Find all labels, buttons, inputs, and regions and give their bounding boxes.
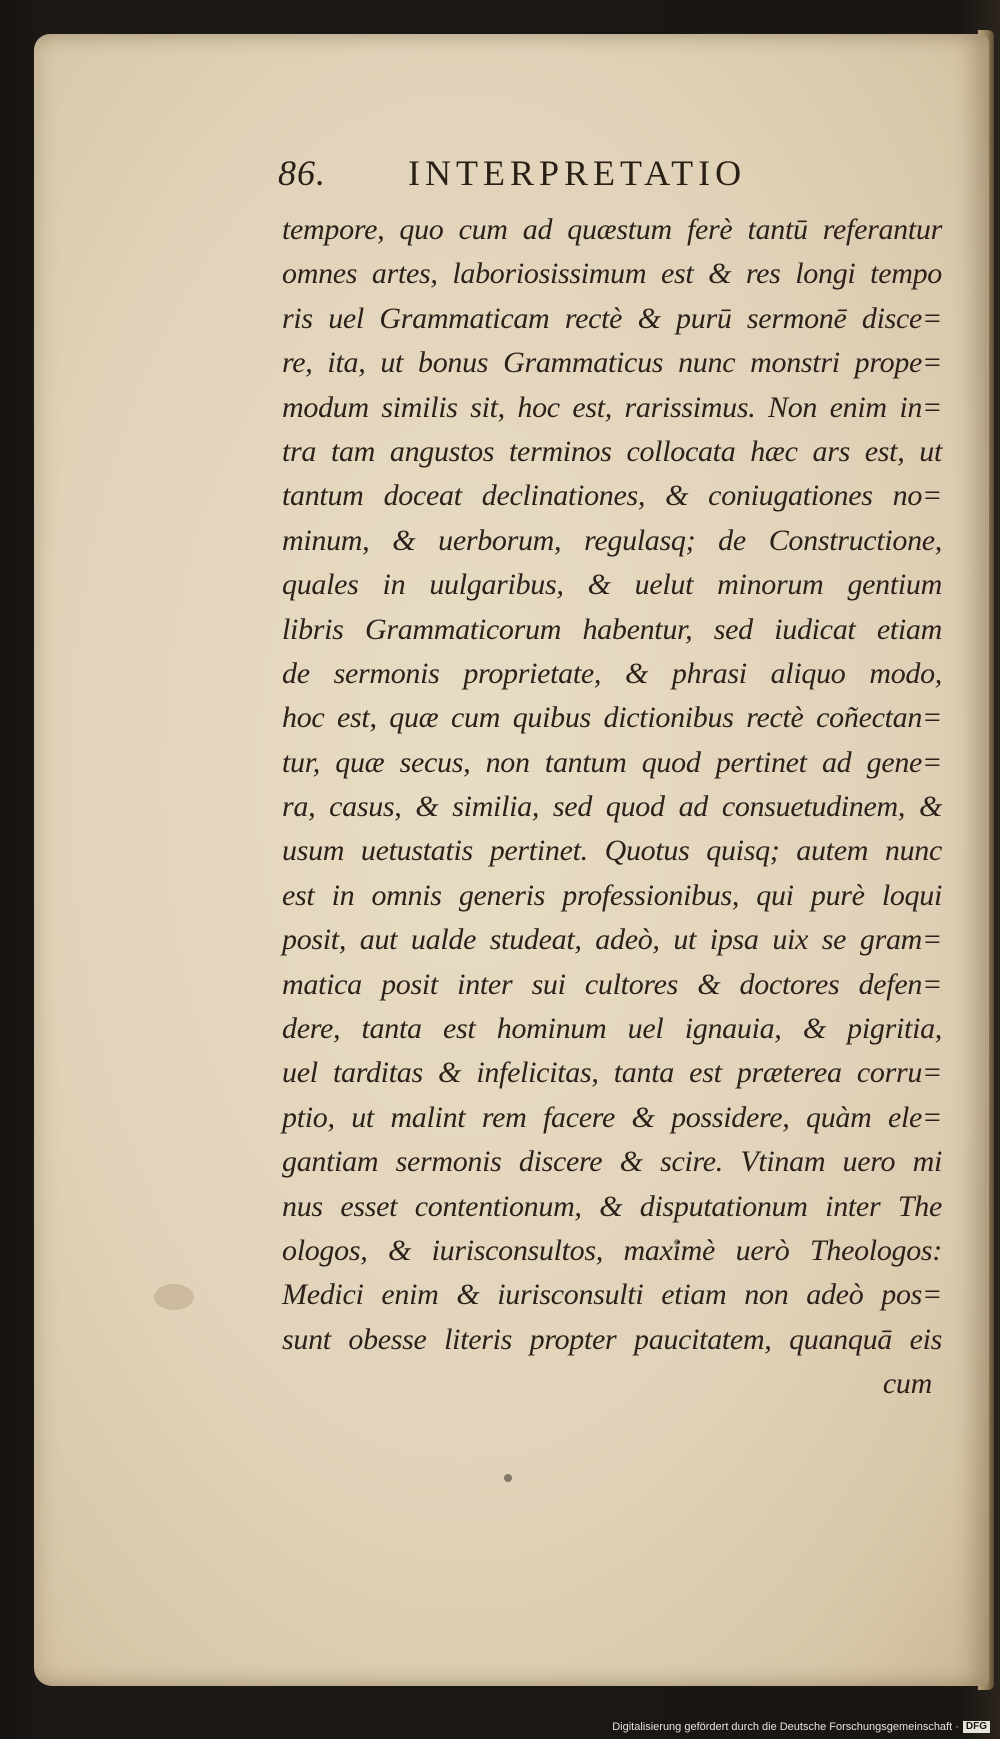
text-line: minum, & uerborum, regulasq; de Constructione, [282, 523, 942, 557]
text-line: tur, quæ secus, non tantum quod pertinet ad gene= [282, 745, 942, 779]
text-line: re, ita, ut bonus Grammaticus nunc monstri prope= [282, 346, 942, 380]
text-line: dere, tanta est hominum uel ignauia, & pigritia, [282, 1012, 942, 1046]
paper-stain [504, 1474, 512, 1482]
running-title: INTERPRETATIO [408, 153, 747, 193]
text-line: ris uel Grammaticam rectè & purū sermonē disce= [282, 301, 942, 335]
text-line: libris Grammaticorum habentur, sed iudicat etiam [282, 612, 942, 646]
text-line: uel tarditas & infelicitas, tanta est præterea corru= [282, 1056, 942, 1090]
text-line: ptio, ut malint rem facere & possidere, quàm ele= [282, 1100, 942, 1134]
text-line: ologos, & iurisconsultos, maximè uerò Theologos: [282, 1233, 942, 1267]
paper-stain [154, 1284, 194, 1310]
text-line: tra tam angustos terminos collocata hæc ars est, ut [282, 434, 942, 468]
text-line: matica posit inter sui cultores & doctores defen= [282, 967, 942, 1001]
text-line: modum similis sit, hoc est, rarissimus. Non enim in= [282, 390, 942, 424]
text-line: usum uetustatis pertinet. Quotus quisq; autem nunc [282, 834, 942, 868]
text-line: Medici enim & iurisconsulti etiam non adeò pos= [282, 1278, 942, 1312]
text-line: tantum doceat declinationes, & coniugationes no= [282, 479, 942, 513]
credit-text: Digitalisierung gefördert durch die Deutsche Forschungsgemeinschaft · [612, 1721, 959, 1733]
digitization-credit [530, 1719, 990, 1735]
body-text [282, 208, 942, 1407]
text-line: posit, aut ualde studeat, adeò, ut ipsa uix se gram= [282, 923, 942, 957]
text-line: sunt obesse literis propter paucitatem, quanquā eis [282, 1322, 942, 1356]
text-line: de sermonis proprietate, & phrasi aliquo modo, [282, 656, 942, 690]
text-line: hoc est, quæ cum quibus dictionibus rectè coñectan= [282, 701, 942, 735]
text-line: est in omnis generis professionibus, qui purè loqui [282, 878, 942, 912]
text-line: gantiam sermonis discere & scire. Vtinam uero mi [282, 1145, 942, 1179]
page-header [278, 148, 798, 204]
catchword: cum [882, 1367, 932, 1401]
page-number: 86. [278, 153, 326, 193]
text-line: ra, casus, & similia, sed quod ad consuetudinem, & [282, 790, 942, 824]
text-line: omnes artes, laboriosissimum est & res longi tempo [282, 257, 942, 291]
dfg-logo: DFG [963, 1721, 990, 1733]
text-line: quales in uulgaribus, & uelut minorum gentium [282, 568, 942, 602]
text-line: nus esset contentionum, & disputationum inter The [282, 1189, 942, 1223]
text-line: tempore, quo cum ad quæstum ferè tantū referantur [282, 213, 942, 246]
